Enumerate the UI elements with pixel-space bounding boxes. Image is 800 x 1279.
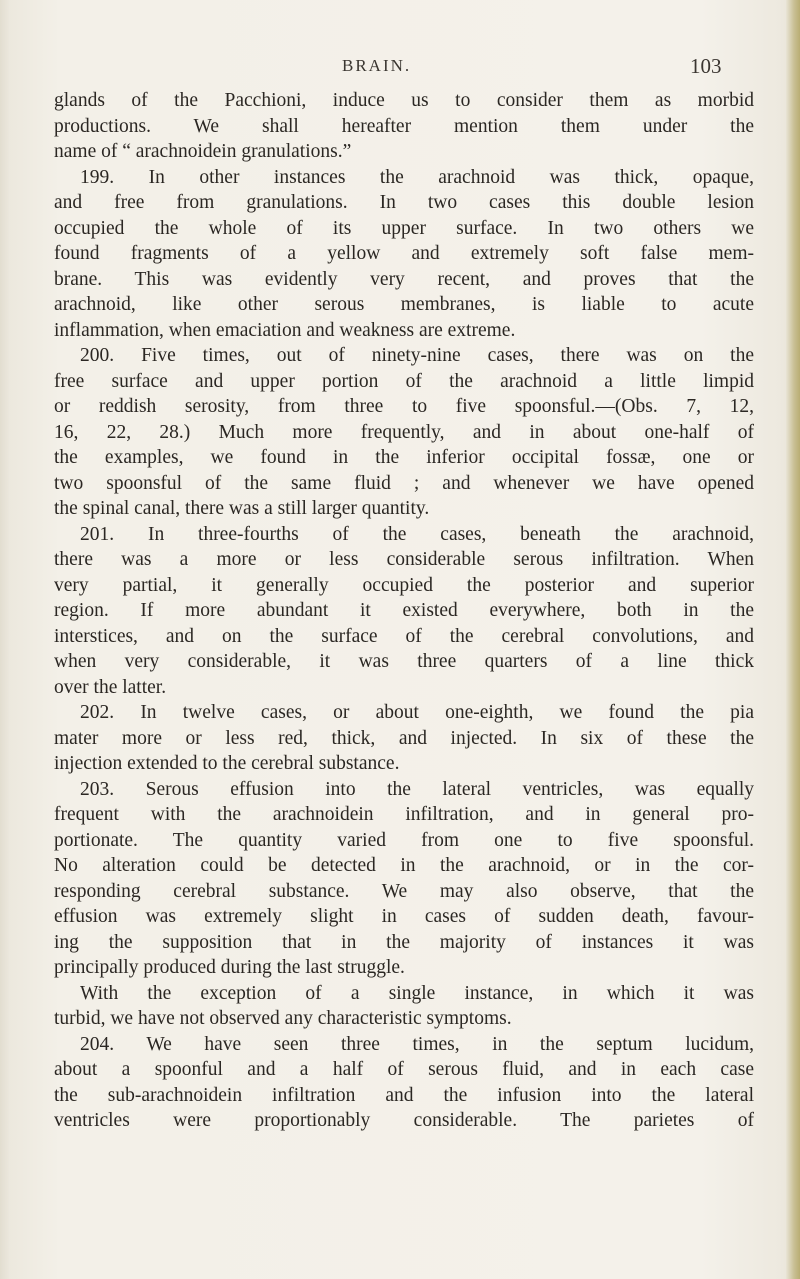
text-line: when very considerable, it was three quarters of a line thick xyxy=(54,651,754,672)
text-line: portionate. The quantity varied from one to five spoonsful. xyxy=(54,829,754,851)
text-line: and free from granulations. In two cases this double lesion xyxy=(54,192,754,213)
page-header xyxy=(0,56,800,92)
text-line: the sub-arachnoidein infiltration and the infusion into the lateral xyxy=(54,1084,754,1106)
text-line: brane. This was evidently very recent, and proves that the xyxy=(54,268,754,290)
text-line: responding cerebral substance. We may also observe, that the xyxy=(54,880,754,902)
text-line: the examples, we found in the inferior occipital fossæ, one or xyxy=(54,447,754,468)
text-line: interstices, and on the surface of the cerebral convolutions, and xyxy=(54,625,754,647)
text-line: frequent with the arachnoidein infiltration, and in general pro- xyxy=(54,804,754,825)
text-line: or reddish serosity, from three to five spoonsful.—(Obs. 7, 12, xyxy=(54,396,754,417)
text-line: principally produced during the last struggle. xyxy=(54,957,405,978)
text-line: No alteration could be detected in the arachnoid, or in the cor- xyxy=(54,855,754,876)
text-line: ing the supposition that in the majority of instances it was xyxy=(54,931,754,953)
text-line: turbid, we have not observed any characteristic symptoms. xyxy=(54,1008,512,1029)
text-line: about a spoonful and a half of serous fluid, and in each case xyxy=(54,1059,754,1080)
body-text xyxy=(54,88,754,1134)
text-line: found fragments of a yellow and extremely soft false mem- xyxy=(54,243,754,264)
text-line: injection extended to the cerebral substance. xyxy=(54,753,400,774)
paragraph-199-start: 199. In other instances the arachnoid was thick, opaque, xyxy=(80,166,754,188)
running-head: BRAIN. xyxy=(342,56,412,75)
text-line: name of “ arachnoidein granulations.” xyxy=(54,141,352,162)
text-line: over the latter. xyxy=(54,676,167,698)
paragraph-200-start: 200. Five times, out of ninety-nine cases, there was on the xyxy=(80,345,754,366)
text-line: productions. We shall hereafter mention them under the xyxy=(54,115,754,137)
text-line: two spoonsful of the same fluid ; and whenever we have opened xyxy=(54,472,754,494)
text-line: the spinal canal, there was a still larger quantity. xyxy=(54,498,430,519)
page-left-edge xyxy=(0,0,10,1279)
text-line: ventricles were proportionably considerable. The parietes of xyxy=(54,1110,754,1131)
page-number: 103 xyxy=(690,54,722,78)
text-line: arachnoid, like other serous membranes, is liable to acute xyxy=(54,294,754,315)
text-line: glands of the Pacchioni, induce us to consider them as morbid xyxy=(54,90,754,111)
paragraph-203-start: 203. Serous effusion into the lateral ventricles, was equally xyxy=(80,778,754,800)
text-line: region. If more abundant it existed everywhere, both in the xyxy=(54,600,754,621)
text-line: mater more or less red, thick, and injected. In six of these the xyxy=(54,727,754,749)
paragraph-202-start: 202. In twelve cases, or about one-eighth, we found the pia xyxy=(80,702,754,723)
text-line: 16, 22, 28.) Much more frequently, and in about one-half of xyxy=(54,421,754,443)
paragraph-204-start: 204. We have seen three times, in the septum lucidum, xyxy=(80,1033,754,1055)
text-line: inflammation, when emaciation and weakness are extreme. xyxy=(54,319,516,341)
page-right-edge xyxy=(786,0,800,1279)
text-line: occupied the whole of its upper surface. In two others we xyxy=(54,217,754,239)
text-line: effusion was extremely slight in cases of sudden death, favour- xyxy=(54,906,754,927)
paragraph-201-start: 201. In three-fourths of the cases, beneath the arachnoid, xyxy=(80,523,754,545)
paragraph-exception-start: With the exception of a single instance, in which it was xyxy=(80,982,754,1004)
text-line: free surface and upper portion of the arachnoid a little limpid xyxy=(54,370,754,392)
text-line: very partial, it generally occupied the posterior and superior xyxy=(54,574,754,596)
text-line: there was a more or less considerable serous infiltration. When xyxy=(54,549,754,570)
